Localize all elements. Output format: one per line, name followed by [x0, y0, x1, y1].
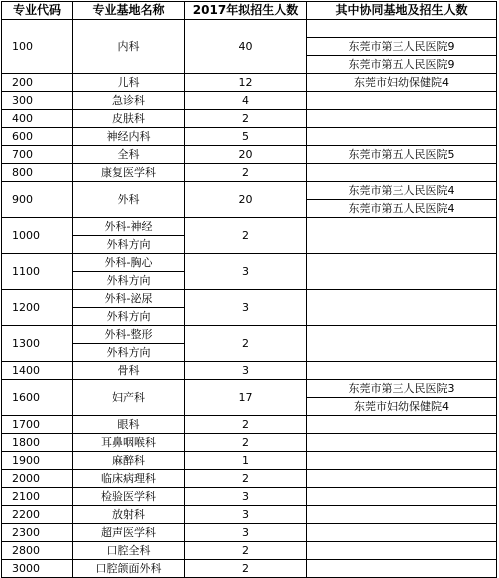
cell-planned-count: 5: [185, 128, 307, 146]
cell-partner-base: 东莞市妇幼保健院4: [307, 74, 497, 92]
cell-planned-count: 40: [185, 20, 307, 74]
cell-partner-base: 东莞市第三人民医院3: [307, 380, 497, 398]
cell-planned-count: 2: [185, 434, 307, 452]
cell-partner-base: [307, 20, 497, 38]
table-row: [2, 74, 497, 92]
cell-planned-count: 20: [185, 146, 307, 164]
cell-partner-base: [307, 218, 497, 254]
cell-base-name: 口腔颌面外科: [73, 560, 185, 578]
cell-code: 1000: [2, 218, 73, 254]
cell-planned-count: 2: [185, 416, 307, 434]
cell-code: 100: [2, 20, 73, 74]
cell-base-name: 内科: [73, 20, 185, 74]
cell-planned-count: 2: [185, 326, 307, 362]
cell-base-name: 外科-胸心: [73, 254, 185, 272]
cell-partner-base: 东莞市第三人民医院9: [307, 38, 497, 56]
table-row: [2, 290, 497, 308]
table-row: [2, 128, 497, 146]
cell-partner-base: [307, 470, 497, 488]
table-row: [2, 20, 497, 38]
cell-code: 1300: [2, 326, 73, 362]
cell-base-name: 外科: [73, 182, 185, 218]
cell-base-name: 外科-整形: [73, 326, 185, 344]
cell-base-name: 妇产科: [73, 380, 185, 416]
cell-partner-base: [307, 542, 497, 560]
header-partner-bases: 其中协同基地及招生人数: [307, 2, 497, 20]
cell-planned-count: 3: [185, 506, 307, 524]
cell-base-name: 神经内科: [73, 128, 185, 146]
cell-planned-count: 2: [185, 542, 307, 560]
cell-code: 1800: [2, 434, 73, 452]
table-row: [2, 254, 497, 272]
cell-code: 2100: [2, 488, 73, 506]
cell-planned-count: 12: [185, 74, 307, 92]
table-row: [2, 416, 497, 434]
cell-code: 200: [2, 74, 73, 92]
cell-base-name: 外科-神经: [73, 218, 185, 236]
table-row: [2, 218, 497, 236]
cell-planned-count: 2: [185, 164, 307, 182]
cell-base-name: 麻醉科: [73, 452, 185, 470]
cell-base-name: 康复医学科: [73, 164, 185, 182]
cell-base-name: 外科方向: [73, 272, 185, 290]
cell-code: 1400: [2, 362, 73, 380]
header-row: [2, 2, 497, 20]
cell-base-name: 急诊科: [73, 92, 185, 110]
cell-base-name: 临床病理科: [73, 470, 185, 488]
cell-base-name: 检验医学科: [73, 488, 185, 506]
cell-code: 300: [2, 92, 73, 110]
cell-base-name: 外科方向: [73, 236, 185, 254]
cell-base-name: 全科: [73, 146, 185, 164]
cell-base-name: 皮肤科: [73, 110, 185, 128]
cell-partner-base: [307, 524, 497, 542]
cell-planned-count: 3: [185, 290, 307, 326]
cell-base-name: 眼科: [73, 416, 185, 434]
table-row: [2, 362, 497, 380]
cell-partner-base: [307, 128, 497, 146]
table-row: [2, 434, 497, 452]
cell-partner-base: [307, 560, 497, 578]
cell-base-name: 放射科: [73, 506, 185, 524]
cell-partner-base: [307, 110, 497, 128]
cell-code: 1600: [2, 380, 73, 416]
table-row: [2, 146, 497, 164]
header-planned-count: 2017年拟招生人数: [185, 2, 307, 20]
cell-partner-base: 东莞市第五人民医院9: [307, 56, 497, 74]
cell-partner-base: 东莞市第五人民医院5: [307, 146, 497, 164]
table-row: [2, 560, 497, 578]
table-row: [2, 452, 497, 470]
cell-base-name: 外科方向: [73, 308, 185, 326]
cell-partner-base: [307, 488, 497, 506]
cell-code: 800: [2, 164, 73, 182]
cell-planned-count: 2: [185, 110, 307, 128]
cell-partner-base: 东莞市妇幼保健院4: [307, 398, 497, 416]
cell-planned-count: 3: [185, 524, 307, 542]
header-code: 专业代码: [2, 2, 73, 20]
cell-code: 1200: [2, 290, 73, 326]
cell-code: 3000: [2, 560, 73, 578]
cell-partner-base: [307, 434, 497, 452]
cell-partner-base: [307, 506, 497, 524]
table-row: [2, 524, 497, 542]
enrollment-table: [1, 1, 497, 578]
cell-partner-base: [307, 362, 497, 380]
cell-planned-count: 17: [185, 380, 307, 416]
cell-code: 600: [2, 128, 73, 146]
cell-code: 400: [2, 110, 73, 128]
cell-base-name: 骨科: [73, 362, 185, 380]
table-row: [2, 110, 497, 128]
cell-partner-base: [307, 416, 497, 434]
table-row: [2, 326, 497, 344]
cell-planned-count: 3: [185, 488, 307, 506]
table-row: [2, 164, 497, 182]
cell-partner-base: [307, 452, 497, 470]
cell-partner-base: [307, 164, 497, 182]
cell-code: 2800: [2, 542, 73, 560]
table-row: [2, 542, 497, 560]
cell-base-name: 外科方向: [73, 344, 185, 362]
cell-base-name: 耳鼻咽喉科: [73, 434, 185, 452]
table-row: [2, 470, 497, 488]
table-row: [2, 182, 497, 200]
cell-code: 2200: [2, 506, 73, 524]
cell-partner-base: [307, 254, 497, 290]
cell-planned-count: 20: [185, 182, 307, 218]
cell-code: 1100: [2, 254, 73, 290]
cell-code: 900: [2, 182, 73, 218]
table-row: [2, 380, 497, 398]
cell-partner-base: 东莞市第五人民医院4: [307, 200, 497, 218]
table-row: [2, 92, 497, 110]
header-base-name: 专业基地名称: [73, 2, 185, 20]
cell-partner-base: [307, 92, 497, 110]
table-body: [2, 20, 497, 578]
cell-code: 2000: [2, 470, 73, 488]
table-row: [2, 506, 497, 524]
cell-planned-count: 3: [185, 362, 307, 380]
cell-base-name: 儿科: [73, 74, 185, 92]
cell-base-name: 外科-泌尿: [73, 290, 185, 308]
cell-code: 1900: [2, 452, 73, 470]
table-row: [2, 488, 497, 506]
cell-planned-count: 3: [185, 254, 307, 290]
cell-partner-base: 东莞市第三人民医院4: [307, 182, 497, 200]
cell-code: 2300: [2, 524, 73, 542]
cell-base-name: 口腔全科: [73, 542, 185, 560]
cell-planned-count: 1: [185, 452, 307, 470]
cell-planned-count: 2: [185, 470, 307, 488]
cell-base-name: 超声医学科: [73, 524, 185, 542]
cell-planned-count: 4: [185, 92, 307, 110]
cell-code: 700: [2, 146, 73, 164]
cell-partner-base: [307, 290, 497, 326]
cell-code: 1700: [2, 416, 73, 434]
cell-planned-count: 2: [185, 218, 307, 254]
cell-partner-base: [307, 326, 497, 362]
cell-planned-count: 2: [185, 560, 307, 578]
